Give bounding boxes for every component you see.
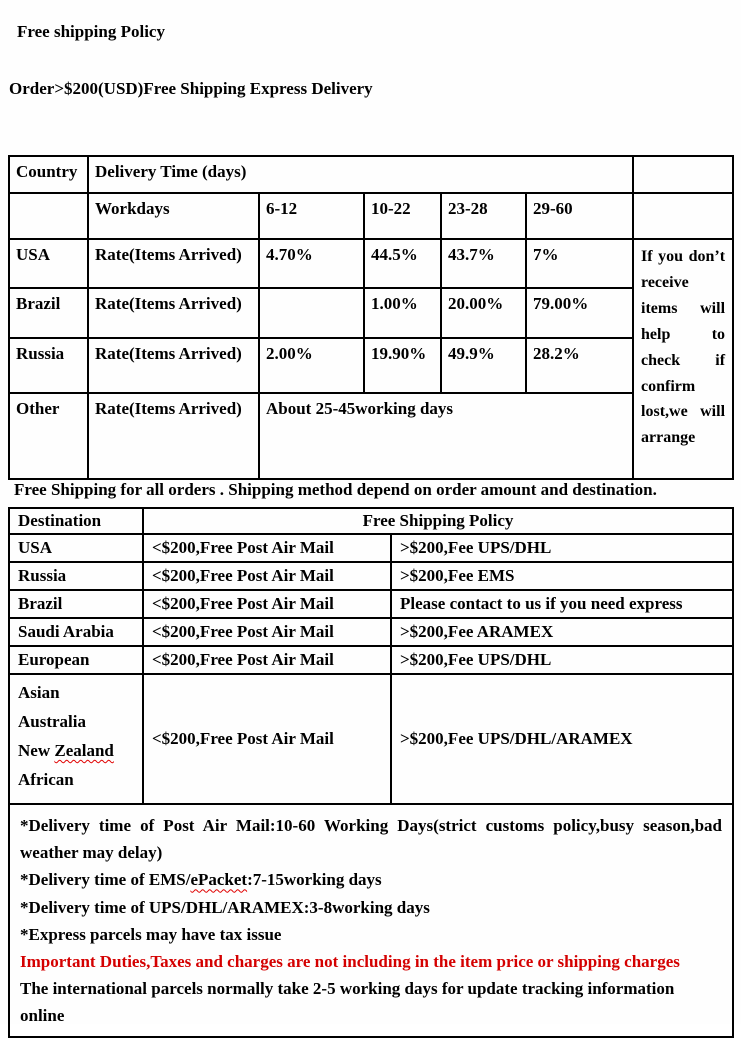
empty-cell [633, 156, 733, 193]
range-header-cell: 10-22 [364, 193, 441, 239]
other-delivery-span-cell: About 25-45working days [259, 393, 633, 479]
rate-label-cell: Rate(Items Arrived) [88, 338, 259, 393]
delivery-time-table [8, 155, 734, 480]
table-row-usa [9, 534, 733, 562]
destination-header-cell: Destination [9, 508, 143, 534]
rate-value-cell: 7% [526, 239, 633, 288]
table-row-russia [9, 562, 733, 590]
destination-line [18, 737, 134, 766]
rate-value-cell [259, 288, 364, 338]
rate-value-cell: 19.90% [364, 338, 441, 393]
rate-value-cell: 20.00% [441, 288, 526, 338]
over-200-cell: >$200,Fee UPS/DHL [391, 646, 733, 674]
note-text: :7-15working days [247, 870, 382, 890]
rate-value-cell: 2.00% [259, 338, 364, 393]
destination-line: Australia [18, 711, 86, 731]
rate-value-cell: 79.00% [526, 288, 633, 338]
destination-line: Asian [18, 683, 60, 702]
range-header-cell: 6-12 [259, 193, 364, 239]
rate-value-cell: 1.00% [364, 288, 441, 338]
table-row-notes [9, 804, 733, 1037]
under-200-cell: <$200,Free Post Air Mail [143, 646, 391, 674]
rate-label-cell: Rate(Items Arrived) [88, 288, 259, 338]
table-row-asia-australia-nz-africa [9, 674, 733, 804]
over-200-cell: Please contact to us if you need express [391, 590, 733, 618]
order-threshold-subtitle: Order>$200(USD)Free Shipping Express Delivery [9, 79, 373, 98]
under-200-cell: <$200,Free Post Air Mail [143, 674, 391, 804]
under-200-cell: <$200,Free Post Air Mail [143, 618, 391, 646]
country-cell: Russia [9, 338, 88, 393]
table-row-russia [9, 338, 733, 393]
delivery-notes-cell [9, 804, 733, 1037]
country-cell: Brazil [9, 288, 88, 338]
table-row [9, 156, 733, 193]
free-shipping-policy-table [8, 507, 734, 1038]
policy-header-cell: Free Shipping Policy [143, 508, 733, 534]
rate-value-cell: 49.9% [441, 338, 526, 393]
note-ems-epacket [20, 866, 722, 893]
table-row-brazil [9, 288, 733, 338]
note-duties-warning: Important Duties,Taxes and charges are not including in the item price or shipping charges [20, 951, 680, 971]
under-200-cell: <$200,Free Post Air Mail [143, 534, 391, 562]
rate-value-cell: 28.2% [526, 338, 633, 393]
spellcheck-underlined-word: Zealand [54, 740, 114, 760]
rate-label-cell: Rate(Items Arrived) [88, 393, 259, 479]
table-row-saudi-arabia [9, 618, 733, 646]
empty-cell [633, 193, 733, 239]
country-header-cell: Country [9, 156, 88, 193]
empty-cell [9, 193, 88, 239]
delivery-time-header-cell: Delivery Time (days) [88, 156, 633, 193]
table-row-european [9, 646, 733, 674]
table-row-usa [9, 239, 733, 288]
rate-value-cell: 44.5% [364, 239, 441, 288]
destination-line: African [18, 769, 74, 789]
table-row [9, 508, 733, 534]
table-row-other [9, 393, 733, 479]
under-200-cell: <$200,Free Post Air Mail [143, 562, 391, 590]
destination-cell: USA [9, 534, 143, 562]
over-200-cell: >$200,Fee UPS/DHL [391, 534, 733, 562]
under-200-cell: <$200,Free Post Air Mail [143, 590, 391, 618]
destination-cell [9, 674, 143, 804]
over-200-cell: >$200,Fee UPS/DHL/ARAMEX [391, 674, 733, 804]
shipping-method-note: Free Shipping for all orders . Shipping method depend on order amount and destination. [14, 480, 657, 499]
workdays-header-cell: Workdays [88, 193, 259, 239]
note-tax-issue: *Express parcels may have tax issue [20, 924, 282, 944]
rate-value-cell: 43.7% [441, 239, 526, 288]
country-cell: USA [9, 239, 88, 288]
note-ups-dhl-aramex: *Delivery time of UPS/DHL/ARAMEX:3-8working days [20, 897, 430, 917]
page-title: Free shipping Policy [17, 22, 165, 41]
note-post-air-mail: *Delivery time of Post Air Mail:10-60 Working Days(strict customs policy,busy season,bad weather may delay) [20, 816, 722, 863]
destination-cell: Saudi Arabia [9, 618, 143, 646]
over-200-cell: >$200,Fee ARAMEX [391, 618, 733, 646]
table-row [9, 193, 733, 239]
destination-cell: Russia [9, 562, 143, 590]
destination-line-text: New [18, 740, 55, 760]
over-200-cell: >$200,Fee EMS [391, 562, 733, 590]
country-cell: Other [9, 393, 88, 479]
table-row-brazil [9, 590, 733, 618]
spellcheck-underlined-word: ePacket [190, 870, 248, 890]
destination-cell: European [9, 646, 143, 674]
range-header-cell: 23-28 [441, 193, 526, 239]
destination-cell: Brazil [9, 590, 143, 618]
note-tracking-info: The international parcels normally take 2-5 working days for update tracking information online [20, 979, 675, 1026]
note-text: *Delivery time of EMS/ [20, 870, 191, 890]
range-header-cell: 29-60 [526, 193, 633, 239]
rate-value-cell: 4.70% [259, 239, 364, 288]
rate-label-cell: Rate(Items Arrived) [88, 239, 259, 288]
lost-parcel-side-note: If you don’t receive items will help to check if confirm lost,we will arrange [633, 239, 733, 479]
